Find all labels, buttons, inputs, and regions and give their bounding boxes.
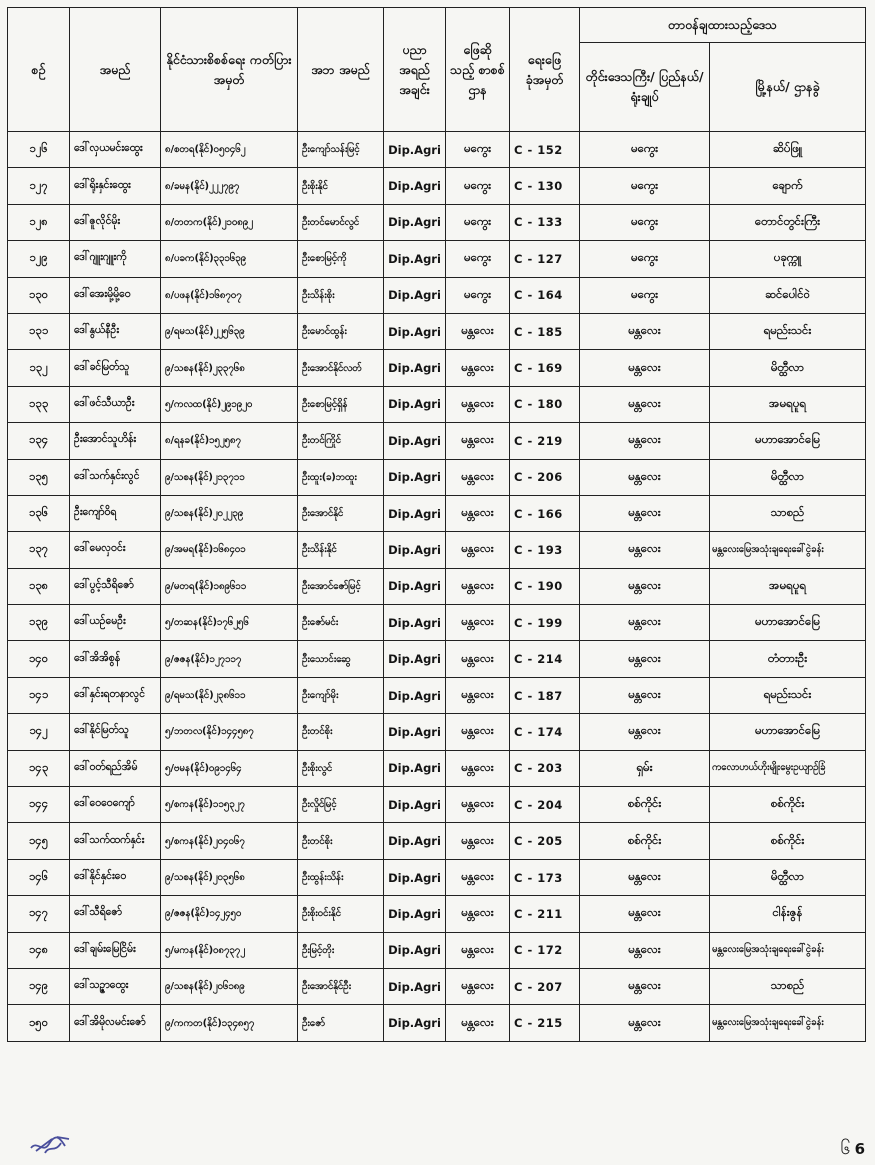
row-exam-center: မန္တလေး xyxy=(446,714,510,750)
row-father-name: ဦးသိန်းနိုင် xyxy=(298,532,384,568)
row-township: သာစည် xyxy=(710,495,866,531)
row-nrc: ၈/စတရ(နိုင်)၀၅၀၄၆၂ xyxy=(161,132,298,168)
row-nrc: ၉/သစန(နိုင်)၂၀၃၅၆၈ xyxy=(161,859,298,895)
row-township: မိတ္ထီလာ xyxy=(710,350,866,386)
row-roll-number: C - 205 xyxy=(510,823,580,859)
table-row xyxy=(8,313,866,349)
row-roll-number: C - 204 xyxy=(510,787,580,823)
row-father-name: ဦးကျော်သန်းမြင့် xyxy=(298,132,384,168)
row-township: ကလောဟယ်ဟိုးမျိုးမွေးဥယျာဉ်ခြံ xyxy=(710,750,866,786)
row-name: ဒေါ်မေလှဝင်း xyxy=(70,532,161,568)
table-row xyxy=(8,714,866,750)
row-township: တောင်တွင်းကြီး xyxy=(710,204,866,240)
row-nrc: ၉/ရမသ(နိုင်)၂၃၈၆၁၁ xyxy=(161,677,298,713)
header-roll-prefix: ရေးဖြေ xyxy=(527,51,562,67)
row-number: ၁၂၈ xyxy=(8,204,70,240)
row-exam-center: မန္တလေး xyxy=(446,677,510,713)
row-roll-number: C - 174 xyxy=(510,714,580,750)
row-state: မကွေး xyxy=(580,241,710,277)
row-nrc: ၉/သစန(နိုင်)၂၀၆၁၈၉ xyxy=(161,968,298,1004)
row-township: အမရပူရ xyxy=(710,568,866,604)
row-nrc: ၉/ဇဇန(နိုင်)၁၄၂၄၅၀ xyxy=(161,896,298,932)
table-row xyxy=(8,168,866,204)
row-township: စစ်ကိုင်း xyxy=(710,787,866,823)
table-row xyxy=(8,132,866,168)
row-number: ၁၂၇ xyxy=(8,168,70,204)
row-exam-center: မန္တလေး xyxy=(446,350,510,386)
table-header xyxy=(8,8,866,132)
row-name: ဒေါ်ခင်မြတ်သူ xyxy=(70,350,161,386)
row-roll-number: C - 199 xyxy=(510,605,580,641)
row-nrc: ၅/တဆန(နိုင်)၁၇၆၂၅၆ xyxy=(161,605,298,641)
row-state: မကွေး xyxy=(580,277,710,313)
row-roll-number: C - 206 xyxy=(510,459,580,495)
table-row xyxy=(8,896,866,932)
row-father-name: ဦးဇော် xyxy=(298,1005,384,1041)
row-township: တံတားဦး xyxy=(710,641,866,677)
row-number: ၁၃၃ xyxy=(8,386,70,422)
row-nrc: ၅/စကန(နိုင်)၁၁၅၃၂၇ xyxy=(161,787,298,823)
row-father-name: ဦးတင်ကြိုင် xyxy=(298,423,384,459)
row-exam-center: မကွေး xyxy=(446,241,510,277)
row-township: ဆိပ်ဖြူ xyxy=(710,132,866,168)
row-state: မကွေး xyxy=(580,168,710,204)
row-exam-center: မန္တလေး xyxy=(446,787,510,823)
row-exam-center: မန္တလေး xyxy=(446,968,510,1004)
row-exam-center: မကွေး xyxy=(446,168,510,204)
row-father-name: ဦးသောင်းဆွေ xyxy=(298,641,384,677)
row-name: ဒေါ်ယဉ်မေဦး xyxy=(70,605,161,641)
table-row xyxy=(8,932,866,968)
row-name: ဒေါ်ဝေဝေကျော် xyxy=(70,787,161,823)
row-nrc: ၅/ကလထ(နိုင်)၂၉၁၉၂၀ xyxy=(161,386,298,422)
row-roll-number: C - 169 xyxy=(510,350,580,386)
row-exam-center: မန္တလေး xyxy=(446,386,510,422)
row-exam-center: မန္တလေး xyxy=(446,896,510,932)
row-state: မန္တလေး xyxy=(580,423,710,459)
row-exam-center: မန္တလေး xyxy=(446,641,510,677)
table-row xyxy=(8,641,866,677)
table-row xyxy=(8,386,866,422)
row-name: ဒေါ်ဇူလိုင်မိုး xyxy=(70,204,161,240)
row-roll-number: C - 180 xyxy=(510,386,580,422)
row-education: Dip.Agri xyxy=(384,277,446,313)
row-state: မန္တလေး xyxy=(580,1005,710,1041)
row-township: စစ်ကိုင်း xyxy=(710,823,866,859)
table-row xyxy=(8,350,866,386)
header-no: စဉ် xyxy=(8,8,70,132)
row-roll-number: C - 211 xyxy=(510,896,580,932)
row-father-name: ဦးအောင်နိုင် xyxy=(298,495,384,531)
row-nrc: ၅/မကန(နိုင်)၀၈၇၃၇၂ xyxy=(161,932,298,968)
row-number: ၁၃၆ xyxy=(8,495,70,531)
row-education: Dip.Agri xyxy=(384,932,446,968)
row-number: ၁၄၀ xyxy=(8,641,70,677)
row-state: မန္တလေး xyxy=(580,605,710,641)
row-exam-center: မန္တလေး xyxy=(446,459,510,495)
row-roll-number: C - 190 xyxy=(510,568,580,604)
row-number: ၁၃၉ xyxy=(8,605,70,641)
row-number: ၁၃၁ xyxy=(8,313,70,349)
row-father-name: ဦးစိုးလွင် xyxy=(298,750,384,786)
row-name: ဒေါ်နိုင်မြတ်သူ xyxy=(70,714,161,750)
row-name: ဒေါ်ဝတ်ရည်အိမ် xyxy=(70,750,161,786)
row-father-name: ဦးထွန်းသိန်း xyxy=(298,859,384,895)
row-father-name: ဦးမြင့်တိုး xyxy=(298,932,384,968)
row-nrc: ၉/သစန(နိုင်)၂၀၂၂၃၉ xyxy=(161,495,298,531)
table-row xyxy=(8,750,866,786)
table-row xyxy=(8,787,866,823)
table-row xyxy=(8,204,866,240)
row-father-name: ဦးစောမြင့်ကို xyxy=(298,241,384,277)
row-township: ငါန်းဇွန် xyxy=(710,896,866,932)
row-father-name: ဦးတင်မောင်လွင် xyxy=(298,204,384,240)
row-roll-number: C - 166 xyxy=(510,495,580,531)
row-name: ဒေါ်ဂျူးဂျူးကို xyxy=(70,241,161,277)
row-father-name: ဦးအောင်နိုင်လတ် xyxy=(298,350,384,386)
assignment-table xyxy=(7,7,866,1042)
row-education: Dip.Agri xyxy=(384,241,446,277)
row-father-name: ဦးမောင်ထွန်း xyxy=(298,313,384,349)
row-father-name: ဦးကျော်မိုး xyxy=(298,677,384,713)
row-exam-center: မန္တလေး xyxy=(446,532,510,568)
row-roll-number: C - 133 xyxy=(510,204,580,240)
row-roll-number: C - 187 xyxy=(510,677,580,713)
table-row xyxy=(8,568,866,604)
row-township: ဆင်ပေါင်ဝဲ xyxy=(710,277,866,313)
row-education: Dip.Agri xyxy=(384,750,446,786)
row-township: ရမည်းသင်း xyxy=(710,677,866,713)
header-roll-label: ခုံအမှတ် xyxy=(525,71,564,87)
row-nrc: ၈/ခမန(နိုင်)၂၂၂၇၉၇ xyxy=(161,168,298,204)
page-mark: ၆ xyxy=(840,1138,851,1159)
row-education: Dip.Agri xyxy=(384,350,446,386)
row-state: မန္တလေး xyxy=(580,532,710,568)
row-education: Dip.Agri xyxy=(384,714,446,750)
row-state: မန္တလေး xyxy=(580,495,710,531)
row-number: ၁၃၈ xyxy=(8,568,70,604)
row-number: ၁၃၄ xyxy=(8,423,70,459)
row-state: မန္တလေး xyxy=(580,386,710,422)
row-nrc: ၉/သစန(နိုင်)၂၁၃၇၁၁ xyxy=(161,459,298,495)
row-exam-center: မန္တလေး xyxy=(446,605,510,641)
row-exam-center: မန္တလေး xyxy=(446,859,510,895)
row-number: ၁၃၀ xyxy=(8,277,70,313)
row-education: Dip.Agri xyxy=(384,1005,446,1041)
row-roll-number: C - 173 xyxy=(510,859,580,895)
row-state: မန္တလေး xyxy=(580,568,710,604)
row-education: Dip.Agri xyxy=(384,823,446,859)
row-nrc: ၈/ပဖန(နိုင်)၁၆၈၇၀၇ xyxy=(161,277,298,313)
page-number-digit: 6 xyxy=(854,1140,865,1158)
row-roll-number: C - 152 xyxy=(510,132,580,168)
row-township: သာစည် xyxy=(710,968,866,1004)
row-education: Dip.Agri xyxy=(384,896,446,932)
row-state: မန္တလေး xyxy=(580,677,710,713)
row-township: ပခုက္ကူ xyxy=(710,241,866,277)
row-father-name: ဦးအောင်ဇော်မြင့် xyxy=(298,568,384,604)
row-nrc: ၉/အမရ(နိုင်)၁၆၈၄၀၁ xyxy=(161,532,298,568)
signature-mark xyxy=(28,1131,72,1157)
row-education: Dip.Agri xyxy=(384,532,446,568)
row-nrc: ၅/ဗမန(နိုင်)၀၉၁၄၆၄ xyxy=(161,750,298,786)
table-row xyxy=(8,823,866,859)
row-name: ဒေါ်သီရိဇော် xyxy=(70,896,161,932)
row-nrc: ၉/သစန(နိုင်)၂၃၃၇၆၈ xyxy=(161,350,298,386)
row-township: မဟာအောင်မြေ xyxy=(710,423,866,459)
row-township: မိတ္ထီလာ xyxy=(710,859,866,895)
row-state: မန္တလေး xyxy=(580,859,710,895)
header-state: တိုင်းဒေသကြီး/ ပြည်နယ်/ ရုံးချုပ် xyxy=(580,43,710,132)
row-father-name: ဦးစိုးဝင်းနိုင် xyxy=(298,896,384,932)
row-exam-center: မန္တလေး xyxy=(446,495,510,531)
row-exam-center: မကွေး xyxy=(446,132,510,168)
row-roll-number: C - 172 xyxy=(510,932,580,968)
table-row xyxy=(8,677,866,713)
row-father-name: ဦးထူး(ခ)ဘထူး xyxy=(298,459,384,495)
row-exam-center: မန္တလေး xyxy=(446,823,510,859)
row-education: Dip.Agri xyxy=(384,168,446,204)
row-education: Dip.Agri xyxy=(384,132,446,168)
row-exam-center: မန္တလေး xyxy=(446,1005,510,1041)
row-township: မန္တလေးမြေအသုံးချရေးခေါ်ငွဲခန်း xyxy=(710,532,866,568)
page-number xyxy=(840,1136,865,1163)
row-name: ဒေါ်သဉ္ဇာထွေး xyxy=(70,968,161,1004)
row-exam-center: မန္တလေး xyxy=(446,932,510,968)
row-name: ဒေါ်နိုင်နှင်းဝေ xyxy=(70,859,161,895)
row-father-name: ဦးအောင်နိုင်ဦး xyxy=(298,968,384,1004)
row-nrc: ၈/တတက(နိုင်)၂၁၀၈၉၂ xyxy=(161,204,298,240)
row-roll-number: C - 164 xyxy=(510,277,580,313)
header-father: အဘ အမည် xyxy=(298,8,384,132)
row-roll-number: C - 214 xyxy=(510,641,580,677)
row-name: ဒေါ်နှင်းရတနာလွင် xyxy=(70,677,161,713)
row-education: Dip.Agri xyxy=(384,459,446,495)
row-state: မန္တလေး xyxy=(580,459,710,495)
row-state: မန္တလေး xyxy=(580,641,710,677)
row-roll-number: C - 219 xyxy=(510,423,580,459)
row-township: ချောက် xyxy=(710,168,866,204)
table-row xyxy=(8,423,866,459)
table-row xyxy=(8,495,866,531)
row-number: ၁၃၇ xyxy=(8,532,70,568)
row-number: ၁၃၂ xyxy=(8,350,70,386)
row-roll-number: C - 215 xyxy=(510,1005,580,1041)
row-education: Dip.Agri xyxy=(384,641,446,677)
row-roll-number: C - 130 xyxy=(510,168,580,204)
row-nrc: ၉/ဇဇန(နိုင်)၁၂၇၁၁၇ xyxy=(161,641,298,677)
row-roll-number: C - 203 xyxy=(510,750,580,786)
row-father-name: ဦးတင်စိုး xyxy=(298,714,384,750)
row-education: Dip.Agri xyxy=(384,204,446,240)
row-nrc: ၉/ကကတ(နိုင်)၁၃၄၈၅၇ xyxy=(161,1005,298,1041)
header-nrc: နိုင်ငံသားစိစစ်ရေး ကတ်ပြားအမှတ် xyxy=(161,8,298,132)
row-education: Dip.Agri xyxy=(384,386,446,422)
row-number: ၁၄၅ xyxy=(8,823,70,859)
row-education: Dip.Agri xyxy=(384,568,446,604)
row-number: ၁၄၉ xyxy=(8,968,70,1004)
row-education: Dip.Agri xyxy=(384,787,446,823)
table-row xyxy=(8,459,866,495)
row-state: ရှမ်း xyxy=(580,750,710,786)
row-nrc: ၅/စကန(နိုင်)၂၀၄၀၆၇ xyxy=(161,823,298,859)
row-nrc: ၈/ပခက(နိုင်)၃၃၁၆၃၉ xyxy=(161,241,298,277)
row-father-name: ဦးလှိုင်မြင့် xyxy=(298,787,384,823)
row-education: Dip.Agri xyxy=(384,677,446,713)
row-nrc: ၉/ရမသ(နိုင်)၂၂၅၆၃၉ xyxy=(161,313,298,349)
row-state: မကွေး xyxy=(580,132,710,168)
row-number: ၁၃၅ xyxy=(8,459,70,495)
row-number: ၁၄၆ xyxy=(8,859,70,895)
row-name: ဒေါ်ချမ်းမြေငြိမ်း xyxy=(70,932,161,968)
row-exam-center: မန္တလေး xyxy=(446,423,510,459)
row-exam-center: မန္တလေး xyxy=(446,313,510,349)
row-roll-number: C - 193 xyxy=(510,532,580,568)
row-name: ဒေါ်အိအိစွန် xyxy=(70,641,161,677)
row-father-name: ဦးသိန်းစိုး xyxy=(298,277,384,313)
row-name: ဒေါ်နွယ်နီဦး xyxy=(70,313,161,349)
row-education: Dip.Agri xyxy=(384,968,446,1004)
row-number: ၁၂၆ xyxy=(8,132,70,168)
row-father-name: ဦးစိုးနိုင် xyxy=(298,168,384,204)
row-state: စစ်ကိုင်း xyxy=(580,823,710,859)
row-number: ၁၄၇ xyxy=(8,896,70,932)
row-township: မဟာအောင်မြေ xyxy=(710,714,866,750)
row-education: Dip.Agri xyxy=(384,495,446,531)
row-number: ၁၂၉ xyxy=(8,241,70,277)
row-number: ၁၄၄ xyxy=(8,787,70,823)
header-name: အမည် xyxy=(70,8,161,132)
row-township: အမရပူရ xyxy=(710,386,866,422)
row-state: စစ်ကိုင်း xyxy=(580,787,710,823)
row-name: ဒေါ်အိမိုလမင်းဇော် xyxy=(70,1005,161,1041)
row-number: ၁၄၁ xyxy=(8,677,70,713)
row-number: ၁၄၃ xyxy=(8,750,70,786)
row-name: ဒေါ်ရိုးနှင်းထွေး xyxy=(70,168,161,204)
row-name: ဒေါ်သက်နှင်းလွင် xyxy=(70,459,161,495)
row-exam-center: မကွေး xyxy=(446,277,510,313)
table-body xyxy=(8,132,866,1042)
row-state: မန္တလေး xyxy=(580,313,710,349)
row-township: မိတ္ထီလာ xyxy=(710,459,866,495)
row-father-name: ဦးတင်စိုး xyxy=(298,823,384,859)
table-row xyxy=(8,532,866,568)
row-father-name: ဦးဇော်မင်း xyxy=(298,605,384,641)
header-township: မြို့နယ်/ ဌာနခွဲ xyxy=(710,43,866,132)
table-row xyxy=(8,605,866,641)
row-township: မန္တလေးမြေအသုံးချရေးခေါ်ငွဲခန်း xyxy=(710,1005,866,1041)
row-education: Dip.Agri xyxy=(384,313,446,349)
row-roll-number: C - 207 xyxy=(510,968,580,1004)
row-exam-center: မန္တလေး xyxy=(446,568,510,604)
table-row xyxy=(8,968,866,1004)
row-education: Dip.Agri xyxy=(384,605,446,641)
row-education: Dip.Agri xyxy=(384,423,446,459)
row-name: ဒေါ်ပွင့်သီရိဇော် xyxy=(70,568,161,604)
row-township: မန္တလေးမြေအသုံးချရေးခေါ်ငွဲခန်း xyxy=(710,932,866,968)
header-roll-number xyxy=(510,8,580,132)
header-assignment-group: တာဝန်ချထားသည့်ဒေသ xyxy=(580,8,866,43)
row-name: ဒေါ်သက်ထက်နှင်း xyxy=(70,823,161,859)
table-row xyxy=(8,277,866,313)
table-row xyxy=(8,241,866,277)
row-exam-center: မန္တလေး xyxy=(446,750,510,786)
row-name: ဒေါ်ဖင်သီယာဦး xyxy=(70,386,161,422)
row-father-name: ဦးစောမြင့်ရှိန် xyxy=(298,386,384,422)
row-state: မန္တလေး xyxy=(580,350,710,386)
row-number: ၁၄၂ xyxy=(8,714,70,750)
row-education: Dip.Agri xyxy=(384,859,446,895)
header-education: ပညာ အရည် အချင်း xyxy=(384,8,446,132)
row-nrc: ၅/ဘတလ(နိုင်)၁၄၄၅၈၇ xyxy=(161,714,298,750)
row-township: မဟာအောင်မြေ xyxy=(710,605,866,641)
row-name: ဦးကျော်ဝိရ xyxy=(70,495,161,531)
row-state: မန္တလေး xyxy=(580,968,710,1004)
row-name: ဦးအောင်သူဟိန်း xyxy=(70,423,161,459)
row-roll-number: C - 127 xyxy=(510,241,580,277)
table-row xyxy=(8,859,866,895)
row-name: ဒေါ်အေးမို့မို့ဝေ xyxy=(70,277,161,313)
row-nrc: ၉/မတရ(နိုင်)၁၈၉၆၁၁ xyxy=(161,568,298,604)
row-state: မကွေး xyxy=(580,204,710,240)
row-state: မန္တလေး xyxy=(580,896,710,932)
table-row xyxy=(8,1005,866,1041)
row-name: ဒေါ်လှယမင်းထွေး xyxy=(70,132,161,168)
row-state: မန္တလေး xyxy=(580,932,710,968)
row-exam-center: မကွေး xyxy=(446,204,510,240)
row-roll-number: C - 185 xyxy=(510,313,580,349)
row-state: မန္တလေး xyxy=(580,714,710,750)
row-number: ၁၅၀ xyxy=(8,1005,70,1041)
row-number: ၁၄၈ xyxy=(8,932,70,968)
header-exam-center: ဖြေဆို သည့် စာစစ် ဌာန xyxy=(446,8,510,132)
row-township: ရမည်းသင်း xyxy=(710,313,866,349)
row-nrc: ၈/ရနခ(နိုင်)၁၅၂၅၈၇ xyxy=(161,423,298,459)
